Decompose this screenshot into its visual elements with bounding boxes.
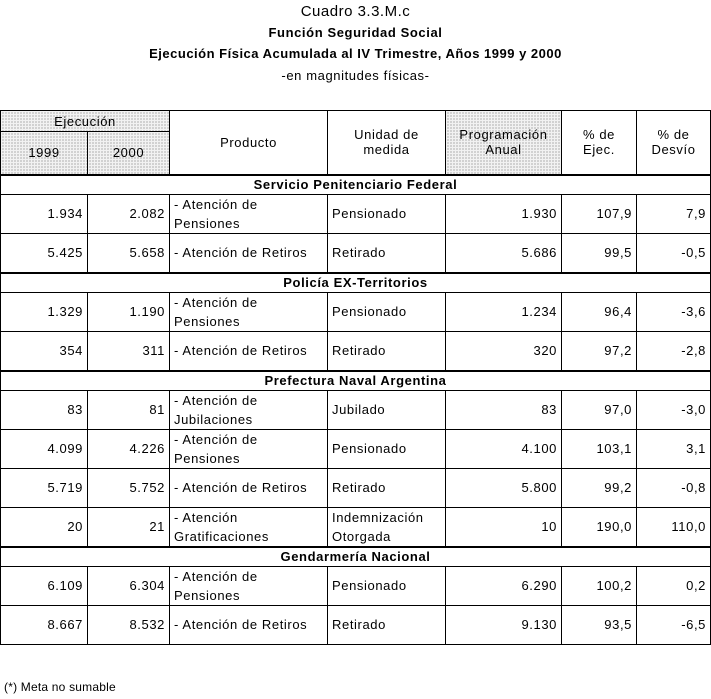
table-body: [1, 175, 711, 645]
cell-pct-desvio: -0,8: [637, 468, 711, 507]
cell-2000: 5.752: [88, 468, 170, 507]
cell-pct-ejec: 99,5: [562, 233, 637, 273]
col-header-2000: 2000: [88, 132, 170, 175]
section-row: [1, 547, 711, 567]
cell-2000: 5.658: [88, 233, 170, 273]
section-name: Policía EX-Territorios: [1, 273, 711, 293]
table-row: [1, 429, 711, 468]
cell-2000: 6.304: [88, 566, 170, 605]
cell-2000: 1.190: [88, 292, 170, 331]
section-row: [1, 273, 711, 293]
table-row: [1, 292, 711, 331]
cell-programacion: 1.234: [446, 292, 562, 331]
cell-pct-ejec: 107,9: [562, 194, 637, 233]
section-name: Prefectura Naval Argentina: [1, 371, 711, 391]
cell-pct-desvio: -2,8: [637, 331, 711, 371]
cell-pct-ejec: 97,0: [562, 390, 637, 429]
cell-pct-desvio: 3,1: [637, 429, 711, 468]
cell-unidad: Pensionado: [328, 566, 446, 605]
cell-programacion: 9.130: [446, 605, 562, 644]
cell-1999: 5.719: [1, 468, 88, 507]
cell-programacion: 5.686: [446, 233, 562, 273]
cell-unidad: Indemnización Otorgada: [328, 507, 446, 547]
cell-1999: 83: [1, 390, 88, 429]
cell-unidad: Retirado: [328, 233, 446, 273]
table-subtitle-function: Función Seguridad Social: [268, 25, 443, 40]
cell-programacion: 6.290: [446, 566, 562, 605]
cell-2000: 311: [88, 331, 170, 371]
cell-programacion: 320: [446, 331, 562, 371]
cell-unidad: Retirado: [328, 468, 446, 507]
cell-unidad: Retirado: [328, 331, 446, 371]
cell-pct-ejec: 96,4: [562, 292, 637, 331]
col-header-ejecucion: Ejecución: [1, 111, 170, 132]
cell-2000: 21: [88, 507, 170, 547]
table-row: [1, 605, 711, 644]
cell-unidad: Pensionado: [328, 194, 446, 233]
execution-table: [0, 110, 711, 645]
section-name: Servicio Penitenciario Federal: [1, 175, 711, 195]
cell-producto: - Atención de Pensiones: [170, 566, 328, 605]
cell-producto: - Atención de Pensiones: [170, 194, 328, 233]
cell-1999: 1.934: [1, 194, 88, 233]
table-row: [1, 194, 711, 233]
table-row: [1, 468, 711, 507]
cell-pct-ejec: 93,5: [562, 605, 637, 644]
footnote: (*) Meta no sumable: [4, 680, 116, 694]
table-row: [1, 233, 711, 273]
cell-pct-ejec: 190,0: [562, 507, 637, 547]
cell-pct-ejec: 97,2: [562, 331, 637, 371]
cell-1999: 20: [1, 507, 88, 547]
cell-pct-ejec: 100,2: [562, 566, 637, 605]
cell-2000: 4.226: [88, 429, 170, 468]
cell-producto: - Atención de Retiros: [170, 468, 328, 507]
cell-pct-desvio: -6,5: [637, 605, 711, 644]
section-name: Gendarmería Nacional: [1, 547, 711, 567]
col-header-pct-ejec: % de Ejec.: [562, 111, 637, 175]
table-header: [1, 111, 711, 175]
cell-producto: - Atención de Retiros: [170, 605, 328, 644]
cell-programacion: 1.930: [446, 194, 562, 233]
cell-1999: 6.109: [1, 566, 88, 605]
section-row: [1, 371, 711, 391]
cell-pct-desvio: -0,5: [637, 233, 711, 273]
col-header-programacion: Programación Anual: [446, 111, 562, 175]
table-row: [1, 566, 711, 605]
cell-unidad: Jubilado: [328, 390, 446, 429]
col-header-producto: Producto: [170, 111, 328, 175]
cell-producto: - Atención Gratificaciones: [170, 507, 328, 547]
cell-unidad: Pensionado: [328, 429, 446, 468]
cell-1999: 354: [1, 331, 88, 371]
table-row: [1, 390, 711, 429]
table-subtitle-units: -en magnitudes físicas-: [281, 68, 430, 83]
cell-2000: 81: [88, 390, 170, 429]
cell-pct-desvio: 0,2: [637, 566, 711, 605]
cell-pct-desvio: 7,9: [637, 194, 711, 233]
cell-pct-desvio: -3,0: [637, 390, 711, 429]
cell-1999: 1.329: [1, 292, 88, 331]
cell-1999: 8.667: [1, 605, 88, 644]
cell-2000: 2.082: [88, 194, 170, 233]
cell-unidad: Retirado: [328, 605, 446, 644]
cell-programacion: 5.800: [446, 468, 562, 507]
cell-1999: 5.425: [1, 233, 88, 273]
cell-pct-desvio: 110,0: [637, 507, 711, 547]
col-header-1999: 1999: [1, 132, 88, 175]
cell-producto: - Atención de Retiros: [170, 331, 328, 371]
cell-producto: - Atención de Jubilaciones: [170, 390, 328, 429]
cell-producto: - Atención de Pensiones: [170, 429, 328, 468]
col-header-unidad: Unidad de medida: [328, 111, 446, 175]
table-title: Cuadro 3.3.M.c: [300, 3, 411, 20]
table-row: [1, 331, 711, 371]
cell-unidad: Pensionado: [328, 292, 446, 331]
table-row: [1, 507, 711, 547]
cell-producto: - Atención de Pensiones: [170, 292, 328, 331]
cell-programacion: 83: [446, 390, 562, 429]
cell-pct-ejec: 99,2: [562, 468, 637, 507]
table-subtitle-description: Ejecución Física Acumulada al IV Trimestre, Años 1999 y 2000: [149, 46, 562, 61]
cell-programacion: 10: [446, 507, 562, 547]
cell-1999: 4.099: [1, 429, 88, 468]
col-header-pct-desvio: % de Desvío: [637, 111, 711, 175]
cell-pct-ejec: 103,1: [562, 429, 637, 468]
cell-producto: - Atención de Retiros: [170, 233, 328, 273]
cell-2000: 8.532: [88, 605, 170, 644]
section-row: [1, 175, 711, 195]
cell-programacion: 4.100: [446, 429, 562, 468]
cell-pct-desvio: -3,6: [637, 292, 711, 331]
